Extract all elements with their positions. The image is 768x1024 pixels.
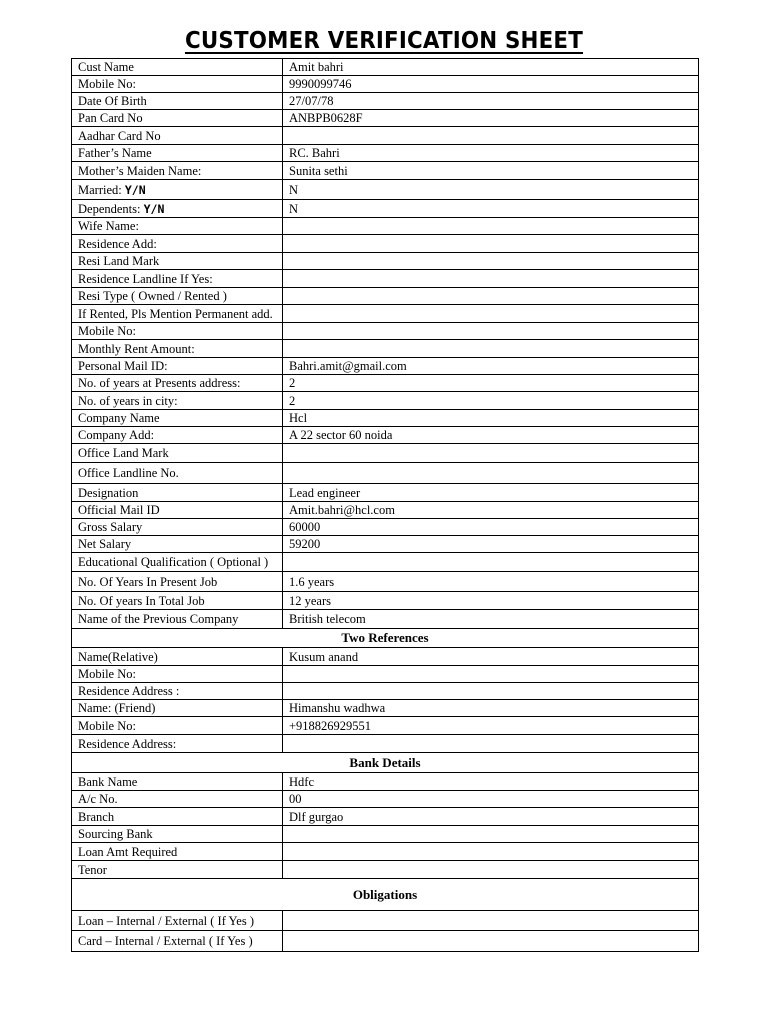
field-value: [283, 270, 699, 288]
field-label-text: Mobile No:: [78, 77, 136, 91]
field-label: [72, 110, 283, 127]
field-label-text: Tenor: [78, 862, 107, 877]
field-value: [283, 700, 699, 717]
field-label-text: Residence Add:: [78, 236, 157, 251]
field-value-text: Bahri.amit@gmail.com: [289, 359, 407, 373]
field-value: [283, 931, 699, 952]
field-label-text: No. of years at Presents address:: [78, 376, 241, 390]
field-label-text: Office Land Mark: [78, 446, 169, 460]
table-row: [72, 843, 699, 861]
field-label: [72, 773, 283, 791]
field-value: [283, 484, 699, 502]
field-value-text: A 22 sector 60 noida: [289, 428, 393, 442]
section-header-row: [72, 629, 699, 648]
table-row: [72, 666, 699, 683]
field-label: [72, 911, 283, 931]
table-row: [72, 463, 699, 484]
table-row: [72, 519, 699, 536]
field-label: [72, 536, 283, 553]
section-heading: Bank Details: [72, 753, 699, 773]
field-value-text: 2: [289, 376, 296, 390]
field-label-text: Aadhar Card No: [78, 128, 161, 143]
field-label: [72, 791, 283, 808]
field-label: [72, 700, 283, 717]
field-value-text: 12 years: [289, 593, 331, 608]
field-value: [283, 592, 699, 610]
yes-no-marker: Y/N: [143, 201, 165, 216]
field-value: [283, 427, 699, 444]
field-label: [72, 270, 283, 288]
table-row: [72, 145, 699, 162]
field-value: [283, 76, 699, 93]
table-row: [72, 323, 699, 340]
field-label: [72, 375, 283, 392]
table-row: [72, 180, 699, 200]
table-row: [72, 572, 699, 592]
table-row: [72, 484, 699, 502]
table-row: [72, 253, 699, 270]
field-value-text: 27/07/78: [289, 94, 334, 108]
field-label: [72, 410, 283, 427]
field-value: [283, 808, 699, 826]
table-row: [72, 162, 699, 180]
field-label: [72, 484, 283, 502]
field-value: [283, 553, 699, 572]
table-row: [72, 553, 699, 572]
field-label-text: Resi Type ( Owned / Rented ): [78, 289, 227, 303]
field-label-text: Net Salary: [78, 537, 132, 551]
field-value: [283, 392, 699, 410]
field-value: [283, 288, 699, 305]
verification-table: [71, 58, 699, 952]
field-value: [283, 200, 699, 218]
table-row: [72, 110, 699, 127]
field-label: [72, 288, 283, 305]
table-row: [72, 861, 699, 879]
field-value: [283, 519, 699, 536]
field-label-text: Mobile No:: [78, 667, 136, 681]
field-value-text: 60000: [289, 520, 321, 534]
field-value: [283, 572, 699, 592]
field-value-text: 00: [289, 792, 302, 806]
field-label: [72, 127, 283, 145]
field-label: [72, 340, 283, 358]
field-value: [283, 463, 699, 484]
field-label-text: Father’s Name: [78, 146, 152, 160]
table-row: [72, 826, 699, 843]
field-value-text: Kusum anand: [289, 649, 359, 664]
field-value-text: Hcl: [289, 411, 308, 425]
field-value-text: Hdfc: [289, 774, 314, 789]
field-label-text: No. of years in city:: [78, 393, 178, 408]
field-value-text: Lead engineer: [289, 485, 361, 500]
field-label-text: Resi Land Mark: [78, 254, 160, 268]
field-label: [72, 180, 283, 200]
field-value-text: N: [289, 182, 299, 197]
field-label-text: Company Name: [78, 411, 160, 425]
field-label: [72, 235, 283, 253]
field-value: [283, 773, 699, 791]
field-label-text: Official Mail ID: [78, 503, 160, 517]
field-label-text: Residence Address :: [78, 684, 180, 698]
field-value-text: Himanshu wadhwa: [289, 701, 386, 715]
field-value-text: ANBPB0628F: [289, 111, 363, 125]
yes-no-marker: Y/N: [124, 182, 146, 197]
field-label-text: Office Landline No.: [78, 466, 179, 480]
field-value-text: Sunita sethi: [289, 163, 348, 178]
field-value-text: N: [289, 201, 299, 216]
field-label-text: Dependents:: [78, 201, 141, 216]
field-label-text: No. Of Years In Present Job: [78, 574, 218, 589]
table-row: [72, 375, 699, 392]
field-value-text: 59200: [289, 537, 321, 551]
field-label: [72, 683, 283, 700]
table-row: [72, 427, 699, 444]
field-label-text: Residence Landline If Yes:: [78, 271, 213, 286]
section-heading: Two References: [72, 629, 699, 648]
field-label: [72, 444, 283, 463]
table-row: [72, 358, 699, 375]
table-row: [72, 410, 699, 427]
field-value: [283, 93, 699, 110]
field-label: [72, 323, 283, 340]
field-label: [72, 93, 283, 110]
field-label-text: Loan Amt Required: [78, 844, 178, 859]
field-value: [283, 218, 699, 235]
field-value-text: Dlf gurgao: [289, 809, 344, 824]
field-value: [283, 735, 699, 753]
table-row: [72, 392, 699, 410]
field-value: [283, 180, 699, 200]
table-row: [72, 288, 699, 305]
table-row: [72, 59, 699, 76]
table-row: [72, 127, 699, 145]
field-label: [72, 735, 283, 753]
field-value: [283, 162, 699, 180]
field-label: [72, 861, 283, 879]
table-row: [72, 735, 699, 753]
field-label-text: Educational Qualification ( Optional ): [78, 555, 269, 569]
field-value: [283, 235, 699, 253]
field-label: [72, 931, 283, 952]
table-row: [72, 502, 699, 519]
field-value-text: Amit.bahri@hcl.com: [289, 503, 395, 517]
field-value: [283, 375, 699, 392]
field-value: [283, 502, 699, 519]
table-row: [72, 340, 699, 358]
field-value-text: 2: [289, 393, 296, 408]
field-value: [283, 305, 699, 323]
field-label-text: Mobile No:: [78, 324, 136, 338]
field-value: [283, 911, 699, 931]
verification-table-body: [72, 59, 699, 952]
field-value-text: British telecom: [289, 612, 366, 626]
table-row: [72, 444, 699, 463]
table-row: [72, 200, 699, 218]
field-label: [72, 572, 283, 592]
field-label: [72, 76, 283, 93]
page-title: CUSTOMER VERIFICATION SHEET: [184, 28, 584, 54]
field-label: [72, 717, 283, 735]
field-label-text: A/c No.: [78, 792, 118, 806]
table-row: [72, 931, 699, 952]
table-row: [72, 700, 699, 717]
field-label: [72, 843, 283, 861]
field-value: [283, 127, 699, 145]
table-row: [72, 683, 699, 700]
table-row: [72, 305, 699, 323]
field-label-text: Mother’s Maiden Name:: [78, 163, 202, 178]
field-value: [283, 843, 699, 861]
table-row: [72, 592, 699, 610]
field-value: [283, 791, 699, 808]
field-label: [72, 463, 283, 484]
field-label-text: Wife Name:: [78, 219, 139, 233]
field-value: [283, 717, 699, 735]
field-value: [283, 358, 699, 375]
field-label: [72, 218, 283, 235]
table-row: [72, 648, 699, 666]
field-label: [72, 392, 283, 410]
table-row: [72, 610, 699, 629]
field-label: [72, 610, 283, 629]
field-label-text: Monthly Rent Amount:: [78, 341, 195, 356]
field-label-text: Name: (Friend): [78, 701, 156, 715]
field-label-text: Sourcing Bank: [78, 827, 153, 841]
table-row: [72, 808, 699, 826]
field-label: [72, 553, 283, 572]
field-label-text: If Rented, Pls Mention Permanent add.: [78, 306, 273, 321]
field-value: [283, 826, 699, 843]
section-header-row: [72, 753, 699, 773]
field-label-text: Card – Internal / External ( If Yes ): [78, 934, 253, 948]
field-label: [72, 666, 283, 683]
field-label-text: No. Of years In Total Job: [78, 593, 205, 608]
table-row: [72, 536, 699, 553]
table-row: [72, 911, 699, 931]
field-value-text: RC. Bahri: [289, 146, 340, 160]
field-label: [72, 808, 283, 826]
field-label-text: Bank Name: [78, 774, 138, 789]
field-label-text: Personal Mail ID:: [78, 359, 168, 373]
field-label-text: Gross Salary: [78, 520, 143, 534]
field-value: [283, 253, 699, 270]
table-row: [72, 773, 699, 791]
field-label-text: Branch: [78, 809, 115, 824]
field-value: [283, 340, 699, 358]
table-row: [72, 93, 699, 110]
field-label-text: Residence Address:: [78, 736, 177, 751]
section-header-row: [72, 879, 699, 911]
field-value-text: Amit bahri: [289, 60, 344, 74]
field-label-text: Mobile No:: [78, 718, 136, 733]
table-row: [72, 717, 699, 735]
field-value: [283, 110, 699, 127]
field-label: [72, 427, 283, 444]
field-label-text: Name(Relative): [78, 649, 158, 664]
table-row: [72, 235, 699, 253]
field-label-text: Pan Card No: [78, 111, 143, 125]
field-value: [283, 861, 699, 879]
table-row: [72, 270, 699, 288]
field-label-text: Date Of Birth: [78, 94, 147, 108]
field-label-text: Cust Name: [78, 60, 134, 74]
field-value: [283, 610, 699, 629]
field-label: [72, 519, 283, 536]
table-row: [72, 218, 699, 235]
field-label-text: Loan – Internal / External ( If Yes ): [78, 913, 254, 928]
table-row: [72, 791, 699, 808]
field-label-text: Married:: [78, 182, 122, 197]
field-label: [72, 826, 283, 843]
field-value-text: 1.6 years: [289, 574, 335, 589]
field-label: [72, 200, 283, 218]
field-label-text: Name of the Previous Company: [78, 612, 239, 626]
field-label: [72, 358, 283, 375]
field-value: [283, 410, 699, 427]
field-value: [283, 59, 699, 76]
field-label: [72, 59, 283, 76]
field-label-text: Designation: [78, 485, 139, 500]
field-value: [283, 536, 699, 553]
field-value: [283, 323, 699, 340]
field-value: [283, 444, 699, 463]
field-value: [283, 145, 699, 162]
field-label: [72, 145, 283, 162]
section-heading: Obligations: [72, 879, 699, 911]
field-value-text: +918826929551: [289, 718, 372, 733]
field-value: [283, 666, 699, 683]
field-label: [72, 592, 283, 610]
field-label-text: Company Add:: [78, 428, 155, 442]
field-label: [72, 305, 283, 323]
field-label: [72, 162, 283, 180]
table-row: [72, 76, 699, 93]
field-label: [72, 502, 283, 519]
field-label: [72, 253, 283, 270]
field-value-text: 9990099746: [289, 77, 352, 91]
field-value: [283, 683, 699, 700]
field-label: [72, 648, 283, 666]
field-value: [283, 648, 699, 666]
